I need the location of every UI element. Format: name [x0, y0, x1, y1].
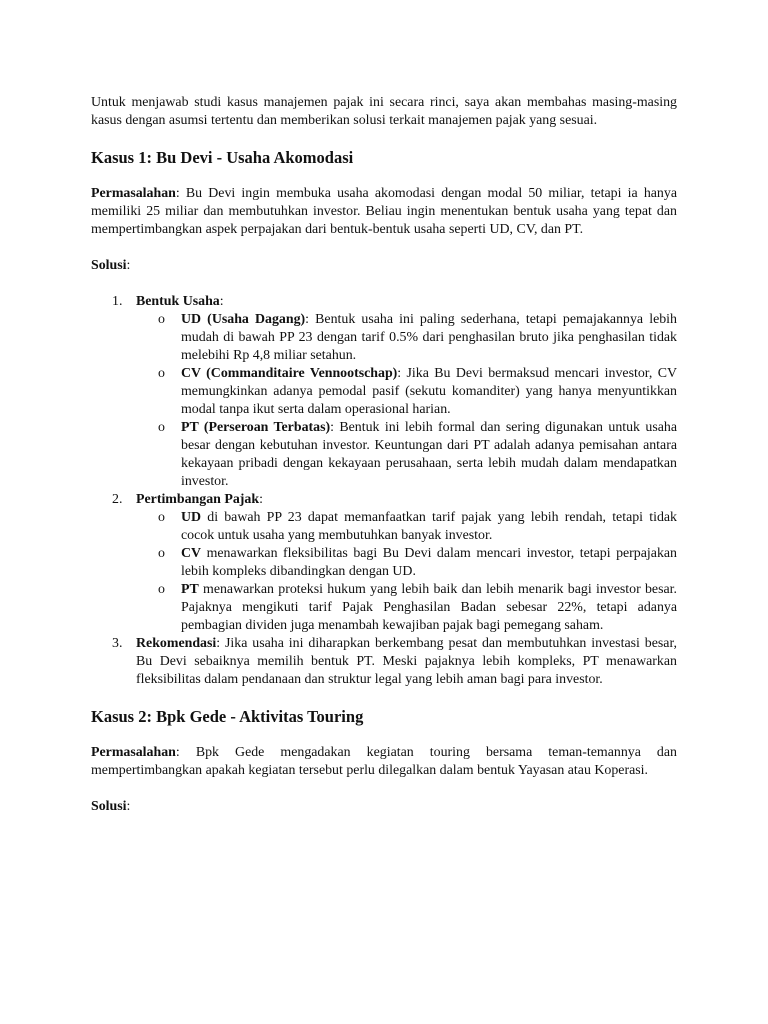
solution-label: Solusi — [91, 799, 127, 814]
intro-paragraph: Untuk menjawab studi kasus manajemen pajak ini secara rinci, saya akan membahas masing-masing kasus dengan asumsi tertentu dan memberikan solusi terkait manajemen pajak yang sesuai. — [91, 95, 677, 128]
sub-list — [136, 311, 677, 491]
item-number: 3. — [112, 636, 123, 651]
solution-label: Solusi — [91, 258, 127, 273]
item-text: : — [219, 294, 224, 309]
sub-item — [91, 365, 677, 419]
item-number: 1. — [112, 294, 123, 309]
sub-item — [91, 419, 677, 491]
solution-list — [91, 293, 677, 689]
item-text: : Jika usaha ini diharapkan berkembang pesat dan membutuhkan investasi besar, Bu Devi sebaiknya memilih bentuk PT. Meski pajaknya lebih kompleks, PT menawarkan fleksibilitas dalam pendanaan dan struktur legal yang lebih aman bagi para investor. — [136, 636, 677, 687]
case1-problem — [91, 185, 677, 239]
solution-colon: : — [126, 799, 131, 814]
list-item — [91, 635, 677, 689]
bullet-icon: o — [158, 366, 165, 381]
sub-label: CV (Commanditaire Vennootschap) — [181, 366, 398, 381]
sub-label: CV — [181, 546, 202, 561]
bullet-icon: o — [158, 510, 165, 525]
bullet-icon: o — [158, 420, 165, 435]
sub-list — [136, 509, 677, 635]
document-page — [91, 94, 677, 816]
sub-label: PT — [181, 582, 199, 597]
problem-text: : Bpk Gede mengadakan kegiatan touring bersama teman-temannya dan mempertimbangkan apakah kegiatan tersebut perlu dilegalkan dalam bentuk Yayasan atau Koperasi. — [91, 745, 677, 778]
sub-item — [91, 545, 677, 581]
bullet-icon: o — [158, 582, 165, 597]
item-text: : — [259, 492, 263, 507]
sub-text: menawarkan fleksibilitas bagi Bu Devi dalam mencari investor, tetapi perpajakan lebih kompleks dibandingkan dengan UD. — [181, 546, 677, 579]
bullet-icon: o — [158, 312, 165, 327]
sub-text: menawarkan proteksi hukum yang lebih baik dan lebih menarik bagi investor besar. Pajaknya mengikuti tarif Pajak Penghasilan Badan sebesar 22%, tetapi adanya pembagian dividen juga menambah kewajiban pajak bagi pemegang saham. — [181, 582, 677, 633]
sub-text: : Bentuk ini lebih formal dan sering digunakan untuk usaha besar dengan kebutuhan investor. Keuntungan dari PT adalah adanya pemisahan antara kekayaan pribadi dengan kekayaan perusahaan, serta lebih mudah dalam mendapatkan investor. — [181, 420, 678, 489]
sub-label: UD (Usaha Dagang) — [181, 312, 306, 327]
sub-text: : Bentuk usaha ini paling sederhana, tetapi pemajakannya lebih mudah di bawah PP 23 dengan tarif 0.5% dari penghasilan bruto jika penghasilan tidak melebihi Rp 4,8 miliar setahun. — [181, 312, 677, 363]
item-label: Pertimbangan Pajak — [136, 492, 260, 507]
sub-text: di bawah PP 23 dapat memanfaatkan tarif pajak yang lebih rendah, tetapi tidak cocok untuk usaha yang membutuhkan banyak investor. — [181, 510, 677, 543]
case1-solution-heading — [91, 257, 677, 275]
item-label: Bentuk Usaha — [136, 294, 220, 309]
sub-label: UD — [181, 510, 202, 525]
solution-colon: : — [126, 258, 131, 273]
item-label: Rekomendasi — [136, 636, 217, 651]
problem-label: Permasalahan — [91, 745, 176, 760]
bullet-icon: o — [158, 546, 165, 561]
problem-label: Permasalahan — [91, 186, 176, 201]
sub-item — [91, 509, 677, 545]
sub-item — [91, 581, 677, 635]
case2-problem — [91, 744, 677, 780]
list-item — [91, 293, 677, 491]
list-item — [91, 491, 677, 635]
sub-text: : Jika Bu Devi bermaksud mencari investor, CV memungkinkan adanya pemodal pasif (sekutu komanditer) yang hanya menyuntikkan modal tanpa ikut serta dalam operasional harian. — [181, 366, 677, 417]
case1-heading: Kasus 1: Bu Devi - Usaha Akomodasi — [91, 148, 354, 167]
sub-label: PT (Perseroan Terbatas) — [181, 420, 331, 435]
case2-solution-heading — [91, 798, 677, 816]
item-number: 2. — [112, 492, 123, 507]
sub-item — [91, 311, 677, 365]
problem-text: : Bu Devi ingin membuka usaha akomodasi dengan modal 50 miliar, tetapi ia hanya memiliki 25 miliar dan membutuhkan investor. Beliau ingin menentukan bentuk usaha yang tepat dan mempertimbangkan aspek perpajakan dari bentuk-bentuk usaha seperti UD, CV, dan PT. — [91, 186, 677, 237]
case2-heading: Kasus 2: Bpk Gede - Aktivitas Touring — [91, 707, 364, 726]
